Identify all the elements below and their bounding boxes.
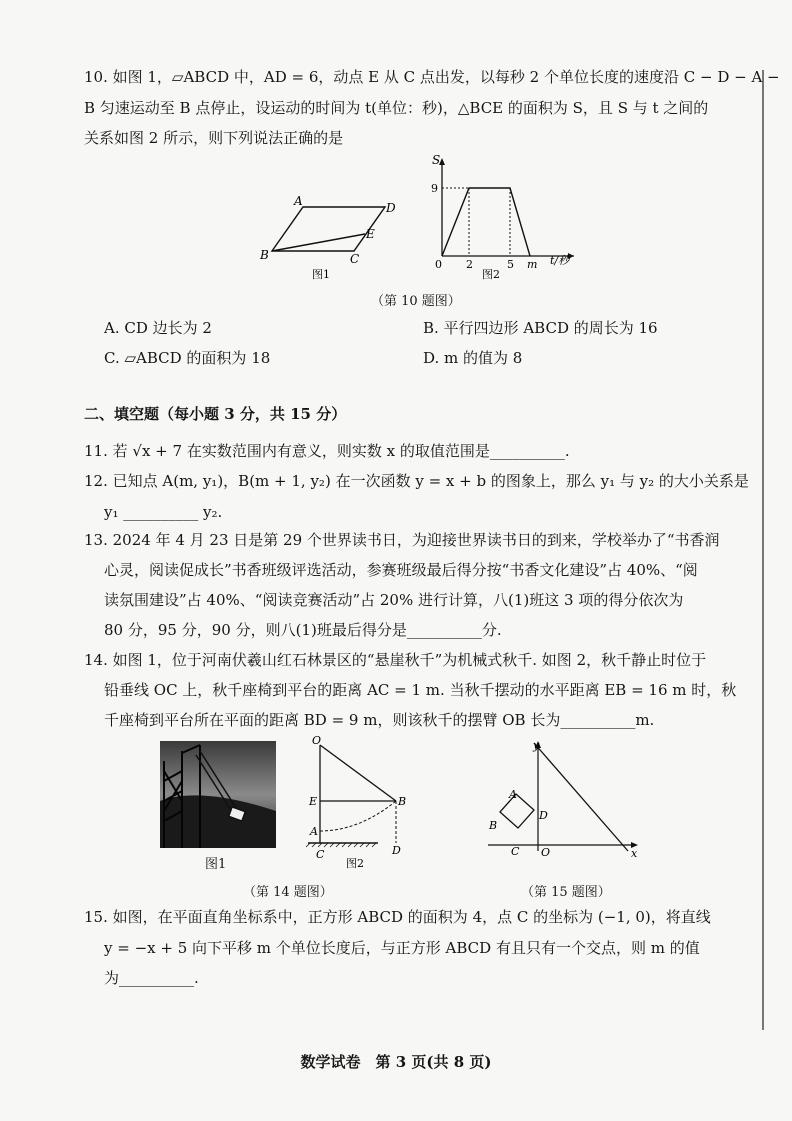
q14-fig1-label: 图1: [205, 857, 227, 872]
point-label-A: A: [310, 825, 318, 838]
swing-photo: [160, 741, 276, 848]
q10-option-b: B. 平行四边形 ABCD 的周长为 16: [423, 319, 658, 337]
tick-label-m: m: [527, 258, 538, 271]
point-label-C: C: [350, 252, 360, 266]
q12-line-1: 12. 已知点 A(m, y₁)，B(m + 1, y₂) 在一次函数 y = x + b 的图象上，那么 y₁ 与 y₂ 的大小关系是: [84, 472, 749, 490]
q15-figure-caption: （第 15 题图）: [521, 885, 611, 900]
point-label-B: B: [260, 248, 269, 262]
point-label-B: B: [489, 819, 498, 832]
q13-line-3: 读氛围建设”占 40%、“阅读竞赛活动”占 20% 进行计算，八(1)班这 3 项的得分依次为: [104, 591, 684, 609]
page-footer: 数学试卷 第 3 页(共 8 页): [300, 1053, 492, 1071]
q14-line-2: 铅垂线 OC 上，秋千座椅到平台的距离 AC = 1 m. 当秋千摆动的水平距离 EB = 16 m 时，秋: [104, 681, 737, 699]
q13-line-1: 13. 2024 年 4 月 23 日是第 29 个世界读书日，为迎接世界读书日的到来，学校举办了“书香润: [84, 531, 720, 549]
q14-line-1: 14. 如图 1，位于河南伏羲山红石林景区的“悬崖秋千”为机械式秋千. 如图 2，秋千静止时位于: [84, 651, 707, 669]
fig2-label: 图2: [482, 268, 500, 281]
axis-label-y: y: [533, 739, 540, 752]
q14-line-3: 千座椅到平台所在平面的距离 BD = 9 m，则该秋千的摆臂 OB 长为__________m.: [104, 711, 655, 729]
q10-option-a: A. CD 边长为 2: [104, 319, 212, 337]
point-label-E: E: [366, 227, 375, 241]
point-label-C: C: [511, 845, 520, 858]
origin-label: 0: [435, 258, 442, 271]
q15-line-2: y = −x + 5 向下平移 m 个单位长度后，与正方形 ABCD 有且只有一个交点，则 m 的值: [104, 939, 700, 957]
q10-option-d: D. m 的值为 8: [423, 349, 523, 367]
point-label-B: B: [398, 795, 407, 808]
q10-figure-caption: （第 10 题图）: [371, 294, 461, 309]
q10-line-1: 10. 如图 1，▱ABCD 中，AD = 6，动点 E 从 C 点出发，以每秒 2 个单位长度的速度沿 C − D − A −: [84, 68, 780, 86]
point-label-D: D: [386, 201, 396, 215]
q13-line-4: 80 分，95 分，90 分，则八(1)班最后得分是__________分.: [104, 621, 502, 639]
q10-line-2: B 匀速运动至 B 点停止，设运动的时间为 t(单位：秒)，△BCE 的面积为 S，且 S 与 t 之间的: [84, 99, 709, 117]
tick-label-9: 9: [431, 182, 438, 195]
q15-line-3: 为__________.: [104, 969, 199, 987]
tick-label-5: 5: [507, 258, 514, 271]
page-border-line: [762, 70, 764, 1030]
q14-fig2-label: 图2: [346, 857, 364, 870]
q15-line-1: 15. 如图，在平面直角坐标系中，正方形 ABCD 的面积为 4，点 C 的坐标为 (−1, 0)，将直线: [84, 908, 711, 926]
q12-line-2: y₁ __________ y₂.: [104, 503, 223, 521]
q13-line-2: 心灵，阅读促成长”书香班级评选活动，参赛班级最后得分按“书香文化建设”占 40%、“阅: [104, 561, 698, 579]
tick-label-2: 2: [466, 258, 473, 271]
q10-line-3: 关系如图 2 所示，则下列说法正确的是: [84, 129, 344, 147]
fig1-label: 图1: [312, 268, 330, 280]
axis-label-x: x: [631, 847, 638, 860]
point-label-A: A: [509, 788, 517, 801]
q10-figure-2: [426, 150, 586, 285]
q14-figure-2: [304, 735, 419, 870]
q14-figure-caption: （第 14 题图）: [243, 885, 333, 900]
section-2-title: 二、填空题（每小题 3 分，共 15 分）: [84, 405, 347, 423]
q10-option-c: C. ▱ABCD 的面积为 18: [104, 349, 271, 367]
point-label-E: E: [309, 795, 318, 808]
axis-label-S: S: [432, 153, 441, 167]
point-label-O: O: [312, 735, 322, 747]
point-label-O: O: [541, 846, 551, 859]
point-label-C: C: [316, 848, 325, 861]
point-label-A: A: [294, 194, 303, 208]
q10-figure-1: [250, 190, 400, 280]
point-label-D: D: [392, 844, 401, 857]
q15-figure: [480, 735, 645, 860]
point-label-D: D: [539, 809, 548, 822]
axis-label-t: t/秒: [550, 254, 570, 267]
q11-text: 11. 若 √x + 7 在实数范围内有意义，则实数 x 的取值范围是__________.: [84, 442, 570, 460]
